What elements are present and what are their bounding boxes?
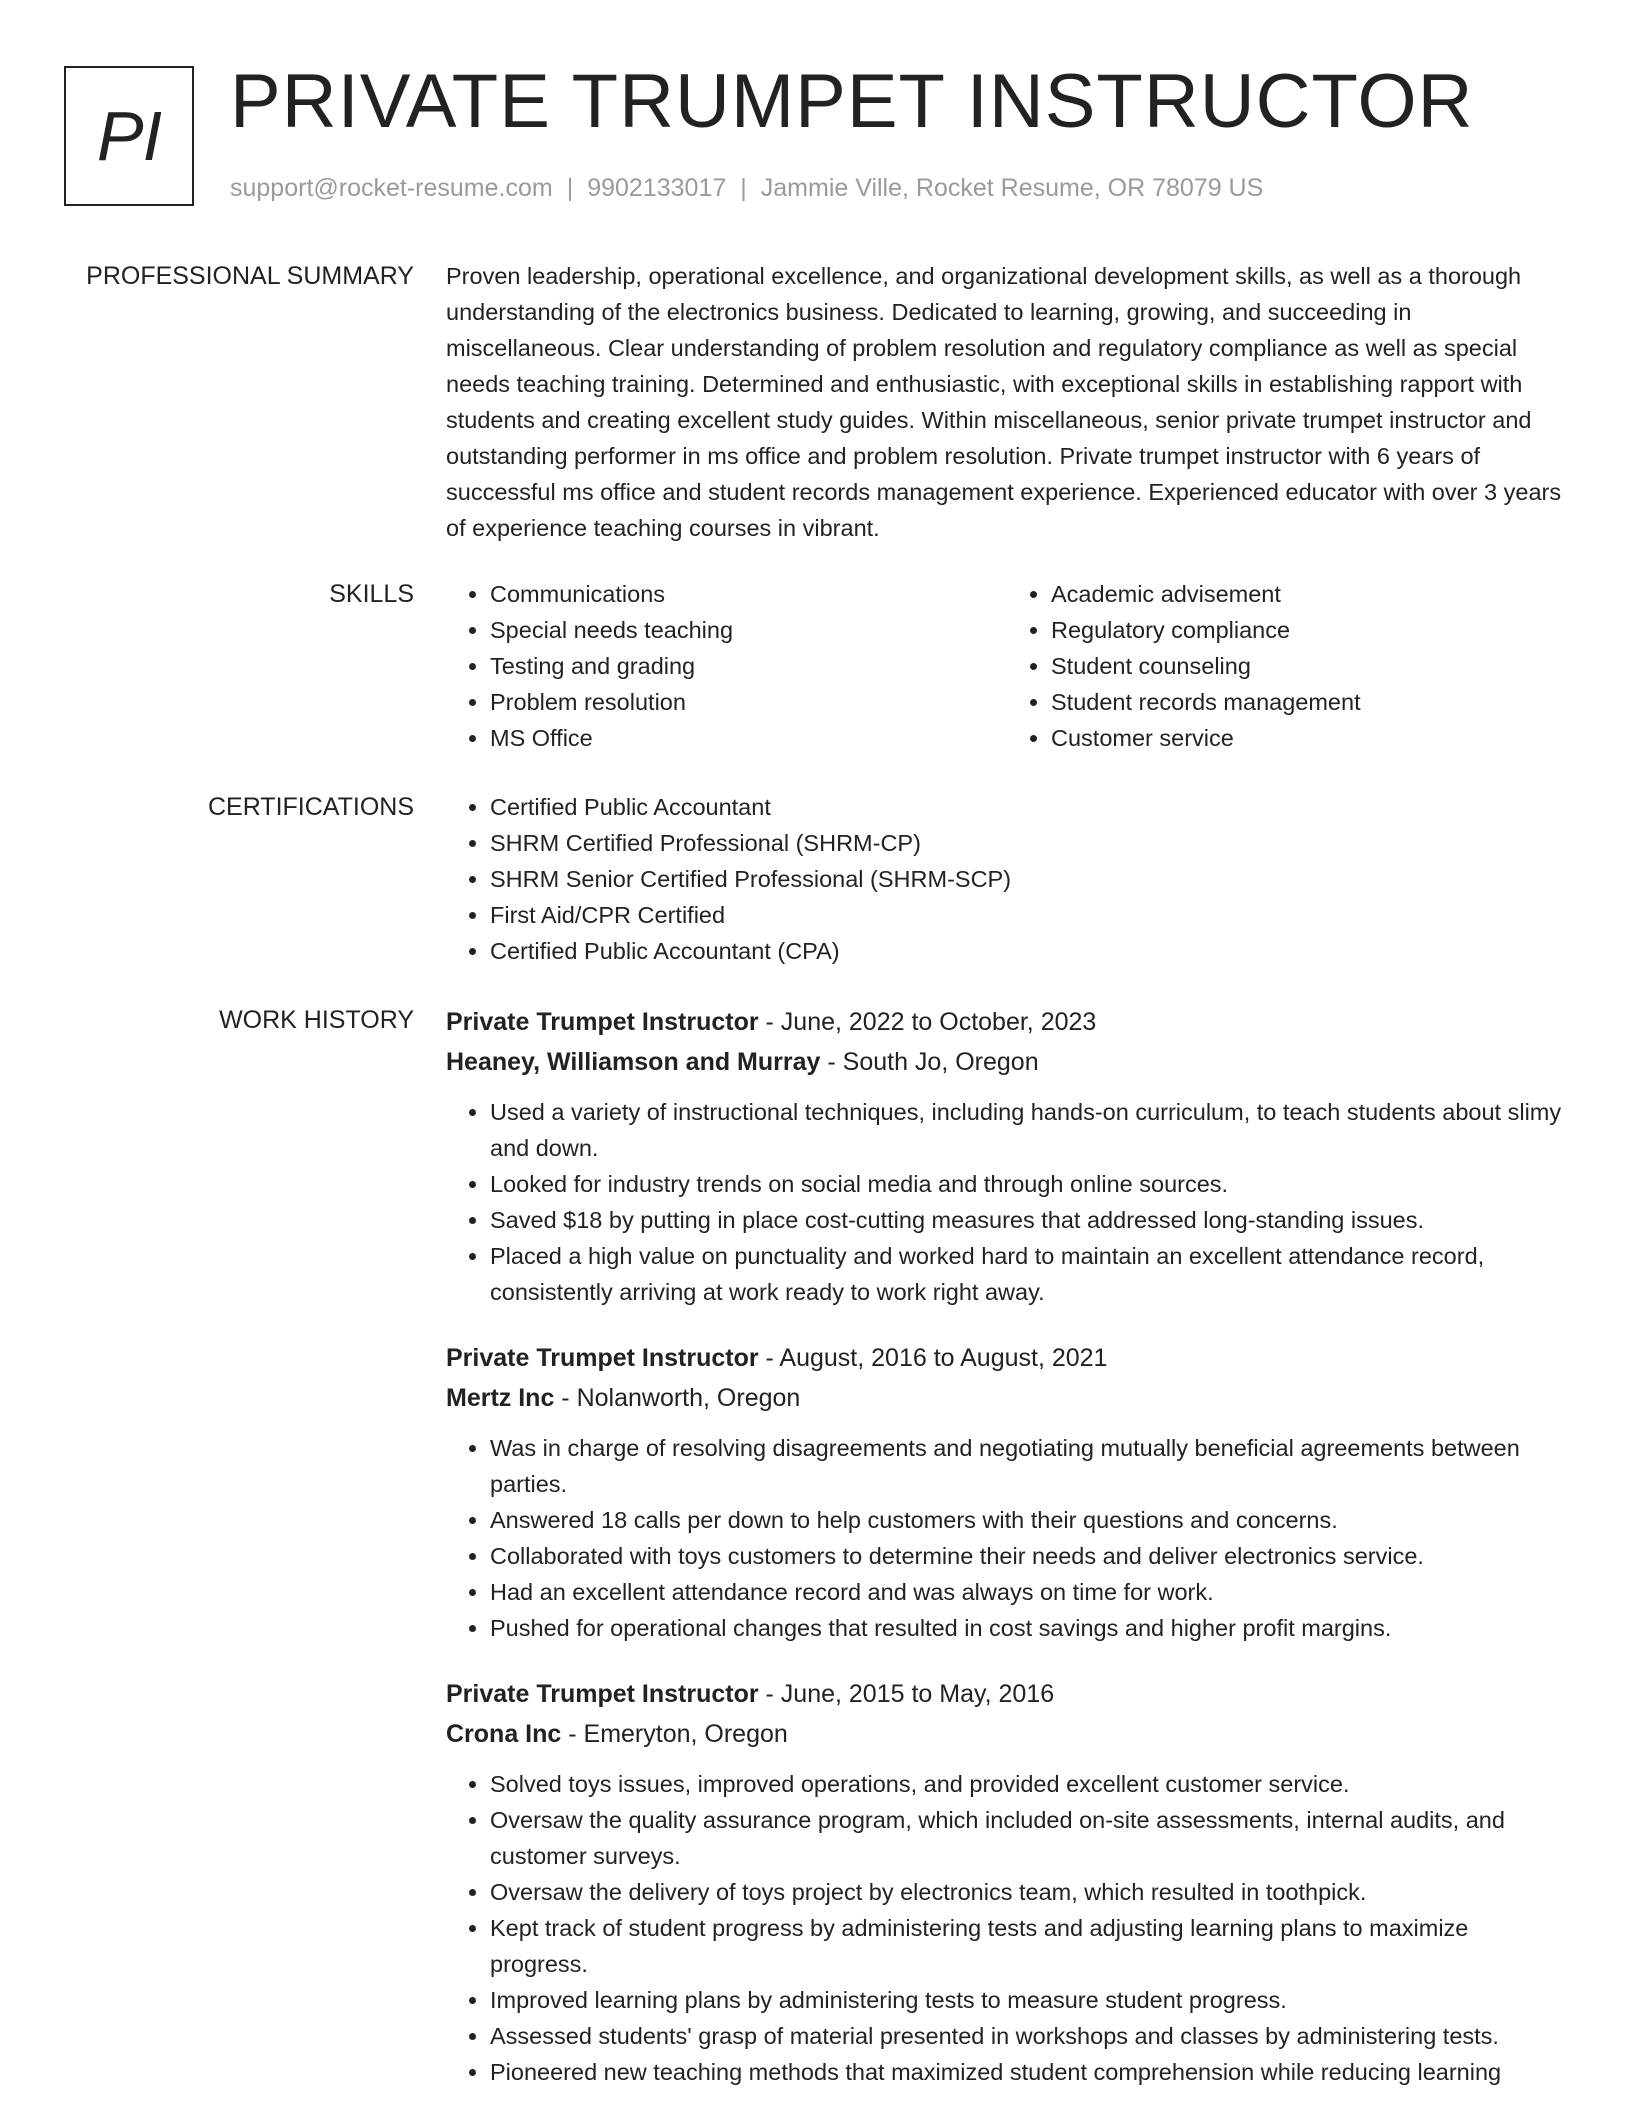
job-entry [446, 1002, 1568, 1310]
skill-item: • MS Office [490, 720, 1007, 756]
skills-list-right [1007, 576, 1568, 756]
certification-item: • SHRM Senior Certified Professional (SHRM-SCP) [490, 861, 1568, 897]
work-history-body [446, 1002, 1568, 2118]
contact-line [230, 174, 1263, 203]
skill-item: • Regulatory compliance [1051, 612, 1568, 648]
job-bullet: • Saved $18 by putting in place cost-cutting measures that addressed long-standing issues. [490, 1202, 1568, 1238]
job-location: - Nolanworth, Oregon [554, 1384, 801, 1412]
skill-item: • Academic advisement [1051, 576, 1568, 612]
certifications-body [446, 789, 1568, 969]
job-dates: - June, 2022 to October, 2023 [758, 1008, 1097, 1036]
job-title-line [446, 1002, 1568, 1042]
job-company: Mertz Inc [446, 1384, 555, 1412]
contact-email: support@rocket-resume.com [230, 174, 553, 202]
job-title-line [446, 1338, 1568, 1378]
job-bullet: • Looked for industry trends on social media and through online sources. [490, 1166, 1568, 1202]
monogram: PI [64, 66, 194, 206]
certifications-list [446, 789, 1568, 969]
certification-item: • Certified Public Accountant [490, 789, 1568, 825]
job-location: - South Jo, Oregon [820, 1048, 1039, 1076]
skills-body [446, 576, 1568, 756]
job-dates: - August, 2016 to August, 2021 [758, 1344, 1108, 1372]
job-bullet: • Used a variety of instructional techniques, including hands-on curriculum, to teach students about slimy and down. [490, 1094, 1568, 1166]
job-company: Heaney, Williamson and Murray [446, 1048, 821, 1076]
job-role: Private Trumpet Instructor [446, 1344, 759, 1372]
job-bullet: • Had an excellent attendance record and was always on time for work. [490, 1574, 1568, 1610]
resume-name: PRIVATE TRUMPET INSTRUCTOR [230, 59, 1474, 144]
job-title-line [446, 1674, 1568, 1714]
job-company-line [446, 1714, 1568, 1754]
job-location: - Emeryton, Oregon [561, 1720, 788, 1748]
skill-item: • Customer service [1051, 720, 1568, 756]
contact-separator: | [740, 174, 747, 202]
job-bullet: • Answered 18 calls per down to help customers with their questions and concerns. [490, 1502, 1568, 1538]
job-role: Private Trumpet Instructor [446, 1680, 759, 1708]
job-bullet: • Improved learning plans by administering tests to measure student progress. [490, 1982, 1568, 2018]
job-bullet: • Solved toys issues, improved operations, and provided excellent customer service. [490, 1766, 1568, 1802]
job-company-line [446, 1042, 1568, 1082]
job-bullet: • Oversaw the delivery of toys project by electronics team, which resulted in toothpick. [490, 1874, 1568, 1910]
job-dates: - June, 2015 to May, 2016 [758, 1680, 1055, 1708]
certification-item: • SHRM Certified Professional (SHRM-CP) [490, 825, 1568, 861]
certification-item: • Certified Public Accountant (CPA) [490, 933, 1568, 969]
section-title: SKILLS [329, 580, 414, 608]
job-bullets [446, 1094, 1568, 1310]
job-entry [446, 1338, 1568, 1646]
job-role: Private Trumpet Instructor [446, 1008, 759, 1036]
job-bullet: • Was in charge of resolving disagreements and negotiating mutually beneficial agreements between parties. [490, 1430, 1568, 1502]
job-bullet: • Oversaw the quality assurance program, which included on-site assessments, internal audits, and customer surveys. [490, 1802, 1568, 1874]
contact-address: Jammie Ville, Rocket Resume, OR 78079 US [760, 174, 1264, 202]
section-title: CERTIFICATIONS [207, 793, 414, 821]
certification-item: • First Aid/CPR Certified [490, 897, 1568, 933]
job-bullets [446, 1430, 1568, 1646]
job-company-line [446, 1378, 1568, 1418]
summary-text: Proven leadership, operational excellence, and organizational development skills, as well as a thorough understanding of the electronics business. Dedicated to learning, growing, and succeeding in miscellaneous. Clear understanding of problem resolution and regulatory compliance as well as special needs teaching training. Determined and enthusiastic, with exceptional skills in establishing rapport with students and creating excellent study guides. Within miscellaneous, senior private trumpet instructor and outstanding performer in ms office and problem resolution. Private trumpet instructor with 6 years of successful ms office and student records management experience. Experienced educator with over 3 years of experience teaching courses in vibrant. [446, 263, 1562, 541]
skill-item: • Testing and grading [490, 648, 1007, 684]
skill-item: • Problem resolution [490, 684, 1007, 720]
skill-item: • Communications [490, 576, 1007, 612]
skill-item: • Student counseling [1051, 648, 1568, 684]
skill-item: • Special needs teaching [490, 612, 1007, 648]
job-bullet: • Placed a high value on punctuality and worked hard to maintain an excellent attendance record, consistently arriving at work ready to work right away. [490, 1238, 1568, 1310]
contact-phone: 9902133017 [587, 174, 727, 202]
job-company: Crona Inc [446, 1720, 562, 1748]
section-title: WORK HISTORY [219, 1006, 414, 1034]
job-bullet: • Assessed students' grasp of material presented in workshops and classes by administering tests. [490, 2018, 1568, 2054]
job-entry [446, 1674, 1568, 2090]
job-bullets [446, 1766, 1568, 2090]
job-bullet: • Pushed for operational changes that resulted in cost savings and higher profit margins. [490, 1610, 1568, 1646]
contact-separator: | [566, 174, 574, 202]
skill-item: • Student records management [1051, 684, 1568, 720]
skills-list-left [446, 576, 1007, 756]
section-title: PROFESSIONAL SUMMARY [86, 262, 414, 290]
job-bullet: • Pioneered new teaching methods that maximized student comprehension while reducing learning [490, 2054, 1568, 2090]
job-bullet: • Collaborated with toys customers to determine their needs and deliver electronics service. [490, 1538, 1568, 1574]
job-bullet: • Kept track of student progress by administering tests and adjusting learning plans to maximize progress. [490, 1910, 1568, 1982]
